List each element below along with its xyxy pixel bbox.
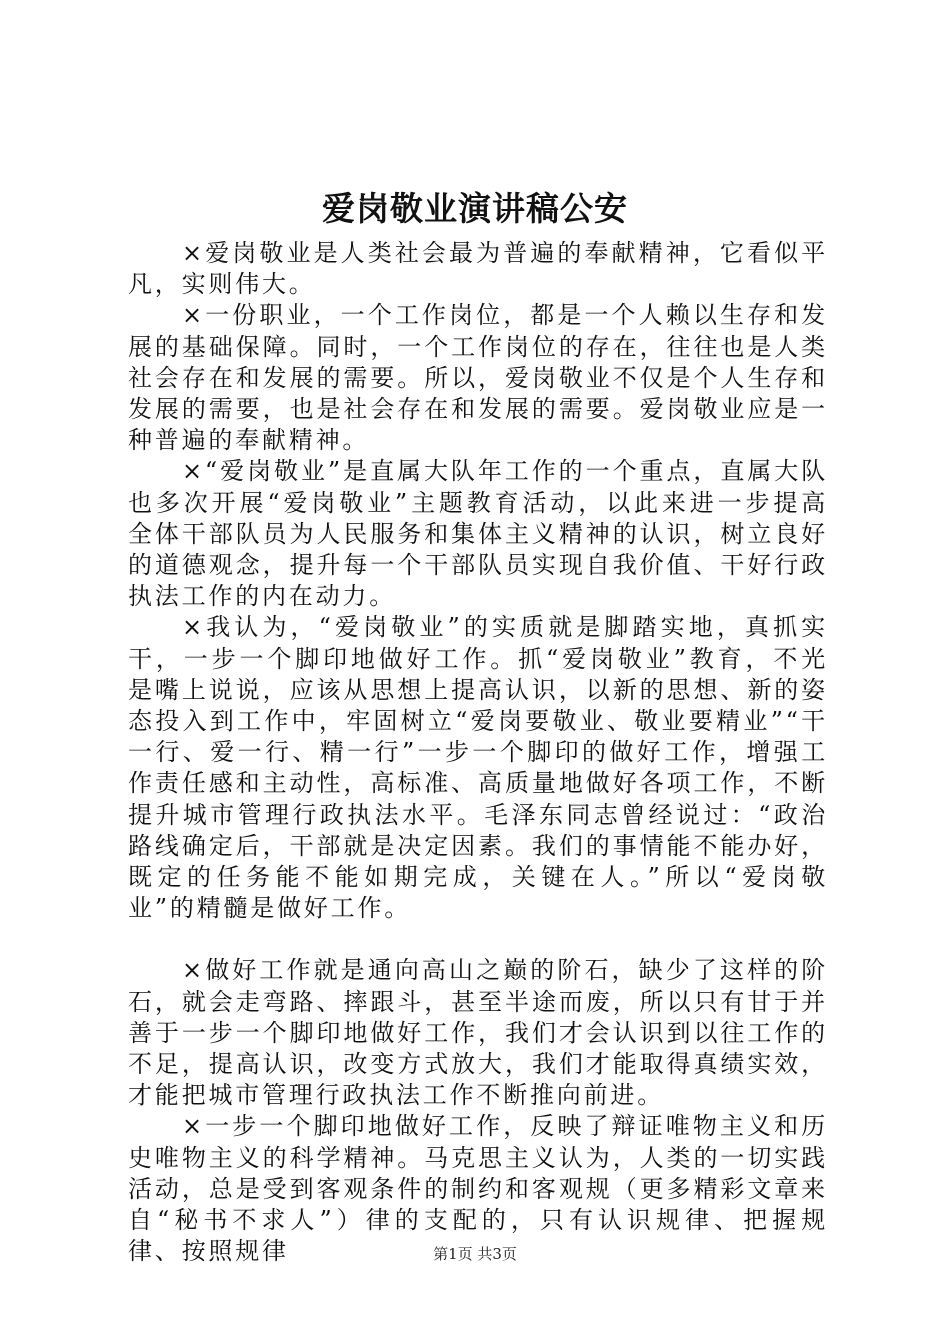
paragraph-2: ×一份职业，一个工作岗位，都是一个人赖以生存和发展的基础保障。同时，一个工作岗位的存在，往往也是人类社会存在和发展的需要。所以，爱岗敬业不仅是个人生存和发展的需要，也是社会存在和发展的需要。爱岗敬业应是一种普遍的奉献精神。 <box>128 301 828 455</box>
document-body <box>128 238 828 1268</box>
paragraph-3: ×“爱岗敬业”是直属大队年工作的一个重点，直属大队也多次开展“爱岗敬业”主题教育活动，以此来进一步提高全体干部队员为人民服务和集体主义精神的认识，树立良好的道德观念，提升每一个干部队员实现自我价值、干好行政执法工作的内在动力。 <box>128 457 828 611</box>
paragraph-1: ×爱岗敬业是人类社会最为普遍的奉献精神，它看似平凡，实则伟大。 <box>128 239 828 299</box>
page-footer: 第1页 共3页 <box>433 1245 517 1263</box>
document-title: 爱岗敬业演讲稿公安 <box>322 189 628 228</box>
paragraph-5: ×做好工作就是通向高山之巅的阶石，缺少了这样的阶石，就会走弯路、摔跟斗，甚至半途而废，所以只有甘于并善于一步一个脚印地做好工作，我们才会认识到以往工作的不足，提高认识，改变方式放大，我们才能取得真绩实效，才能把城市管理行政执法工作不断推向前进。 <box>128 956 828 1110</box>
paragraph-4: ×我认为，“爱岗敬业”的实质就是脚踏实地，真抓实干，一步一个脚印地做好工作。抓“爱岗敬业”教育，不光是嘴上说说，应该从思想上提高认识，以新的思想、新的姿态投入到工作中，牢固树立“爱岗要敬业、敬业要精业”“干一行、爱一行、精一行”一步一个脚印的做好工作，增强工作责任感和主动性，高标准、高质量地做好各项工作，不断提升城市管理行政执法水平。毛泽东同志曾经说过：“政治路线确定后，干部就是决定因素。我们的事情能不能办好，既定的任务能不能如期完成，关键在人。”所以“爱岗敬业”的精髓是做好工作。 <box>128 613 828 923</box>
paragraph-6: ×一步一个脚印地做好工作，反映了辩证唯物主义和历史唯物主义的科学精神。马克思主义认为，人类的一切实践活动，总是受到客观条件的制约和客观规（更多精彩文章来自“秘书不求人”）律的支配的，只有认识规律、把握规律、按照规律 <box>128 1112 828 1266</box>
